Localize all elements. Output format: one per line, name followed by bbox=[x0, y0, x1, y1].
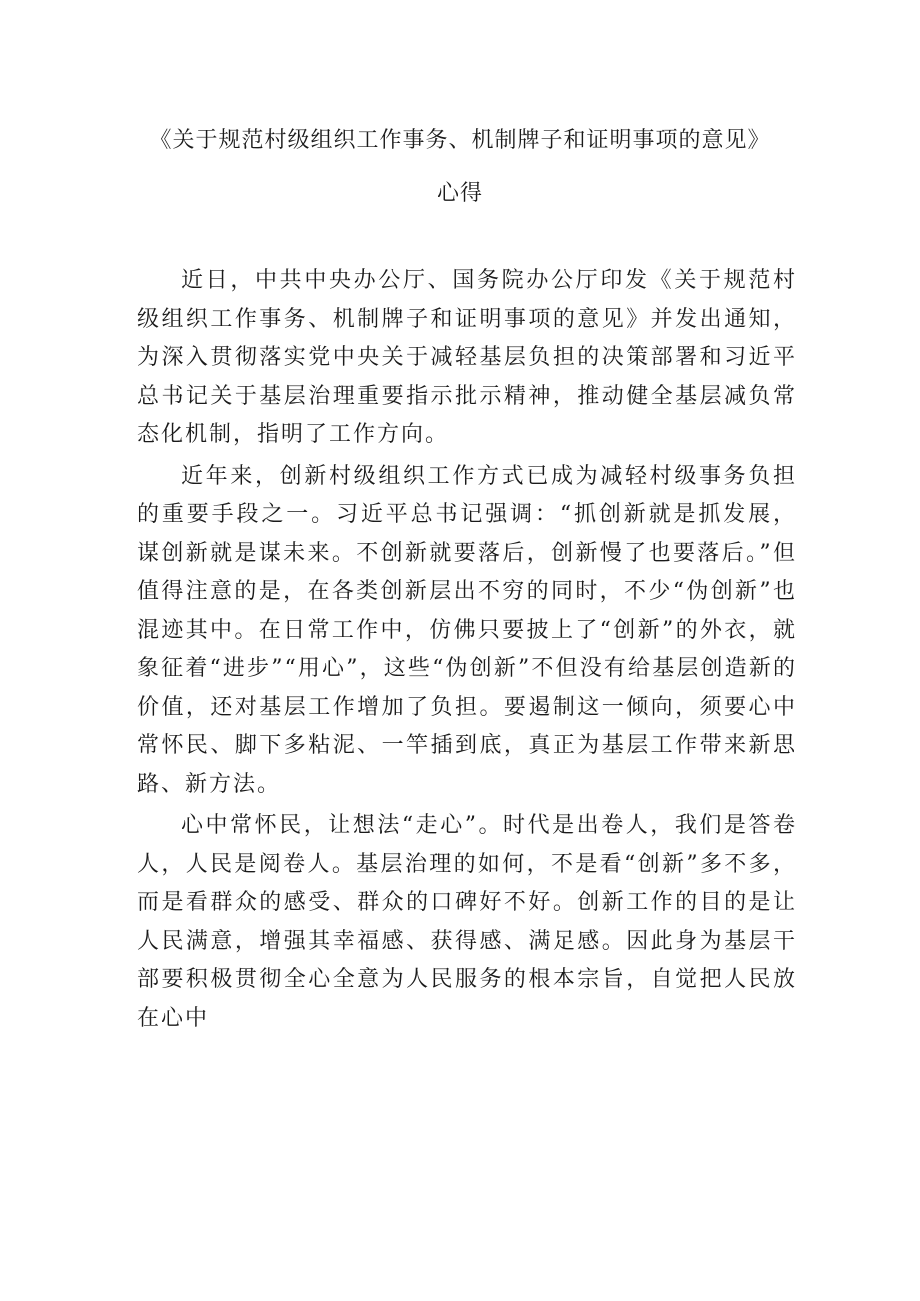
document-subtitle: 心得 bbox=[436, 181, 483, 206]
paragraph-3: 心中常怀民，让想法“走心”。时代是出卷人，我们是答卷人，人民是阅卷人。基层治理的如何，不是看“创新”多不多，而是看群众的感受、群众的口碑好不好。创新工作的目的是让人民满意，增强其幸福感、获得感、满足感。因此身为基层干部要积极贯彻全心全意为人民服务的根本宗旨，自觉把人民放在心中 bbox=[137, 813, 797, 1031]
paragraph-2: 近年来，创新村级组织工作方式已成为减轻村级事务负担的重要手段之一。习近平总书记强调：“抓创新就是抓发展，谋创新就是谋未来。不创新就要落后，创新慢了也要落后。”但值得注意的是，在各类创新层出不穷的同时，不少“伪创新”也混迹其中。在日常工作中，仿佛只要披上了“创新”的外衣，就象征着“进步”“用心”，这些“伪创新”不但没有给基层创造新的价值，还对基层工作增加了负担。要遏制这一倾向，须要心中常怀民、脚下多粘泥、一竿插到底，真正为基层工作带来新思路、新方法。 bbox=[137, 463, 797, 797]
document-body bbox=[137, 262, 797, 1041]
paragraph-1: 近日，中共中央办公厅、国务院办公厅印发《关于规范村级组织工作事务、机制牌子和证明事项的意见》并发出通知，为深入贯彻落实党中央关于减轻基层负担的决策部署和习近平总书记关于基层治理重要指示批示精神，推动健全基层减负常态化机制，指明了工作方向。 bbox=[137, 268, 797, 447]
document-title: 《关于规范村级组织工作事务、机制牌子和证明事项的意见》 bbox=[149, 128, 771, 153]
